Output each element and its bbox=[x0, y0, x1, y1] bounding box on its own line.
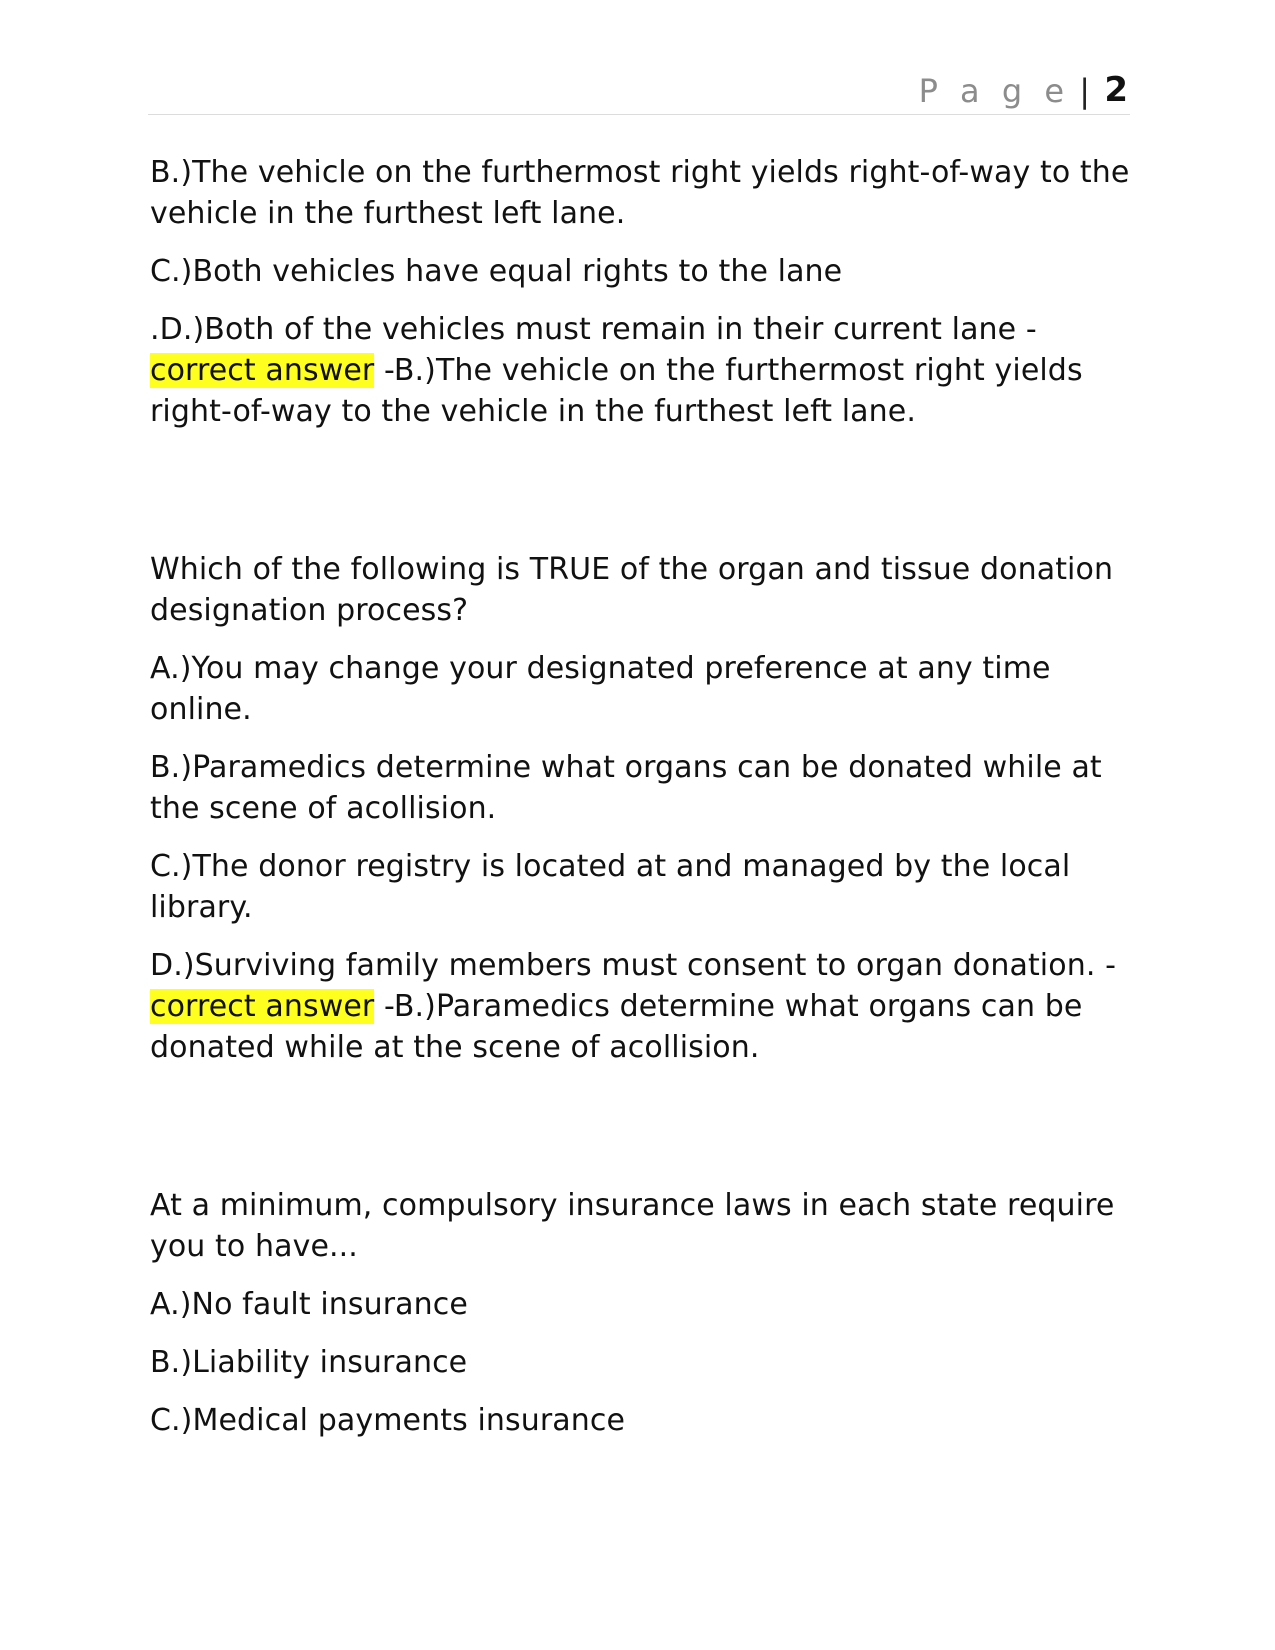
answer-line bbox=[150, 309, 1135, 432]
option-a: A.)No fault insurance bbox=[150, 1287, 468, 1322]
answer-prefix: .D.)Both of the vehicles must remain in their current lane - bbox=[150, 312, 1037, 347]
question-block-2 bbox=[150, 549, 1135, 1068]
spacer bbox=[150, 449, 1135, 549]
page-label: P a g e bbox=[918, 72, 1070, 110]
question-text: At a minimum, compulsory insurance laws in each state require you to have... bbox=[150, 1188, 1115, 1264]
question-text: Which of the following is TRUE of the organ and tissue donation designation process? bbox=[150, 552, 1114, 628]
option-c: C.)Medical payments insurance bbox=[150, 1403, 626, 1438]
document-body bbox=[150, 152, 1135, 1458]
page-number: 2 bbox=[1104, 70, 1128, 110]
answer-text: -B.)The vehicle on the furthermost right yields right-of-way to the vehicle in the furthest left lane. bbox=[150, 353, 1083, 429]
option-a: A.)You may change your designated preference at any time online. bbox=[150, 651, 1051, 727]
option-c: C.)Both vehicles have equal rights to the lane bbox=[150, 254, 843, 289]
option-b: B.)Paramedics determine what organs can be donated while at the scene of acollision. bbox=[150, 750, 1102, 826]
page-header bbox=[148, 68, 1130, 115]
spacer bbox=[150, 1085, 1135, 1185]
answer-text: -B.)Paramedics determine what organs can be donated while at the scene of acollision. bbox=[150, 989, 1083, 1065]
option-c: C.)The donor registry is located at and managed by the local library. bbox=[150, 849, 1071, 925]
correct-answer-highlight: correct answer bbox=[150, 353, 375, 388]
question-block-3 bbox=[150, 1185, 1135, 1441]
option-b: B.)Liability insurance bbox=[150, 1345, 468, 1380]
answer-line bbox=[150, 945, 1135, 1068]
question-block-1 bbox=[150, 152, 1135, 432]
page-separator: | bbox=[1079, 72, 1090, 110]
option-b: B.)The vehicle on the furthermost right yields right-of-way to the vehicle in the furthest left lane. bbox=[150, 155, 1130, 231]
answer-prefix: D.)Surviving family members must consent to organ donation. - bbox=[150, 948, 1117, 983]
correct-answer-highlight: correct answer bbox=[150, 989, 375, 1024]
